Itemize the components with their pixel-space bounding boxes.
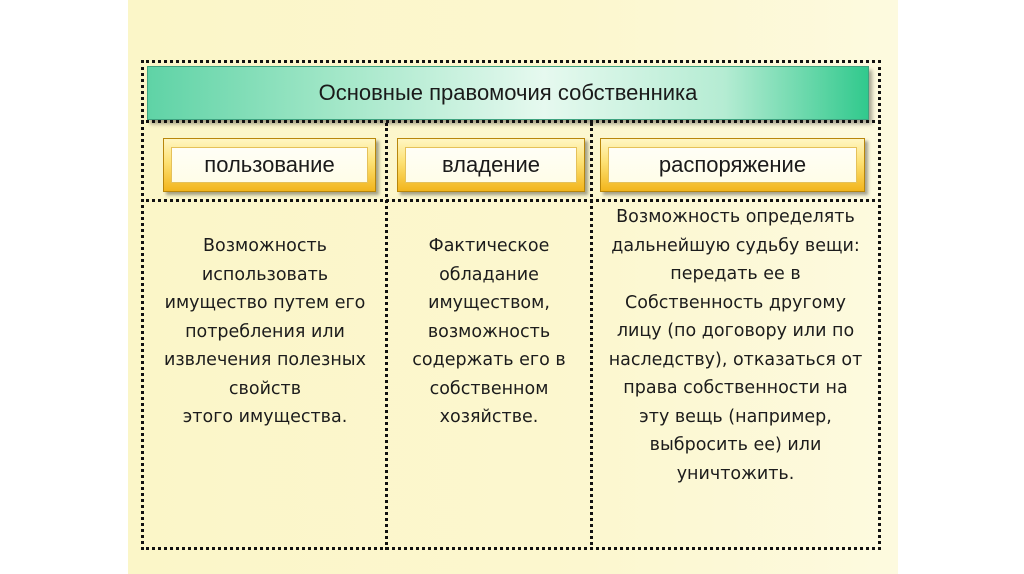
text-line: Возможность определять — [616, 207, 855, 227]
text-line: потребления или — [185, 321, 345, 342]
divider-under-headers — [141, 199, 881, 202]
header-disposal — [600, 138, 865, 192]
text-line: хозяйстве. — [439, 407, 539, 427]
usage-description — [145, 232, 385, 432]
possession-description — [388, 232, 590, 432]
text-line: использовать — [201, 264, 329, 285]
divider-under-title — [141, 120, 881, 123]
text-line: передать ее в — [670, 264, 801, 284]
text-line: выбросить ее) или — [649, 435, 822, 455]
text-line: имущество путем его — [164, 293, 366, 313]
text-line: эту вещь (например, — [639, 406, 832, 427]
text-line: права собственности на — [623, 378, 848, 398]
header-disposal-label: распоряжение — [608, 147, 857, 183]
text-line: уничтожить. — [676, 463, 795, 484]
text-line: собственном — [429, 378, 549, 399]
text-line: имуществом, — [428, 293, 550, 313]
text-line: содержать его в — [412, 350, 566, 370]
header-usage — [163, 138, 376, 192]
disposal-description — [593, 203, 878, 488]
header-possession — [397, 138, 585, 192]
text-line: Собственность другому — [625, 292, 846, 313]
header-usage-label: пользование — [171, 147, 368, 183]
text-line: обладание — [439, 264, 539, 285]
diagram-title — [147, 66, 869, 120]
text-line: наследству), отказаться от — [608, 349, 863, 370]
header-possession-label: владение — [405, 147, 577, 183]
diagram-title-text: Основные правомочия собственника — [318, 80, 698, 105]
text-line: Фактическое — [428, 236, 550, 256]
text-line: извлечения полезных — [164, 350, 366, 370]
text-line: возможность — [427, 321, 551, 342]
text-line: Возможность — [203, 236, 327, 256]
text-line: лицу (по договору или по — [616, 321, 855, 341]
text-line: дальнейшую судьбу вещи: — [611, 235, 860, 256]
text-line: этого имущества. — [182, 407, 348, 427]
text-line: свойств — [228, 378, 302, 399]
